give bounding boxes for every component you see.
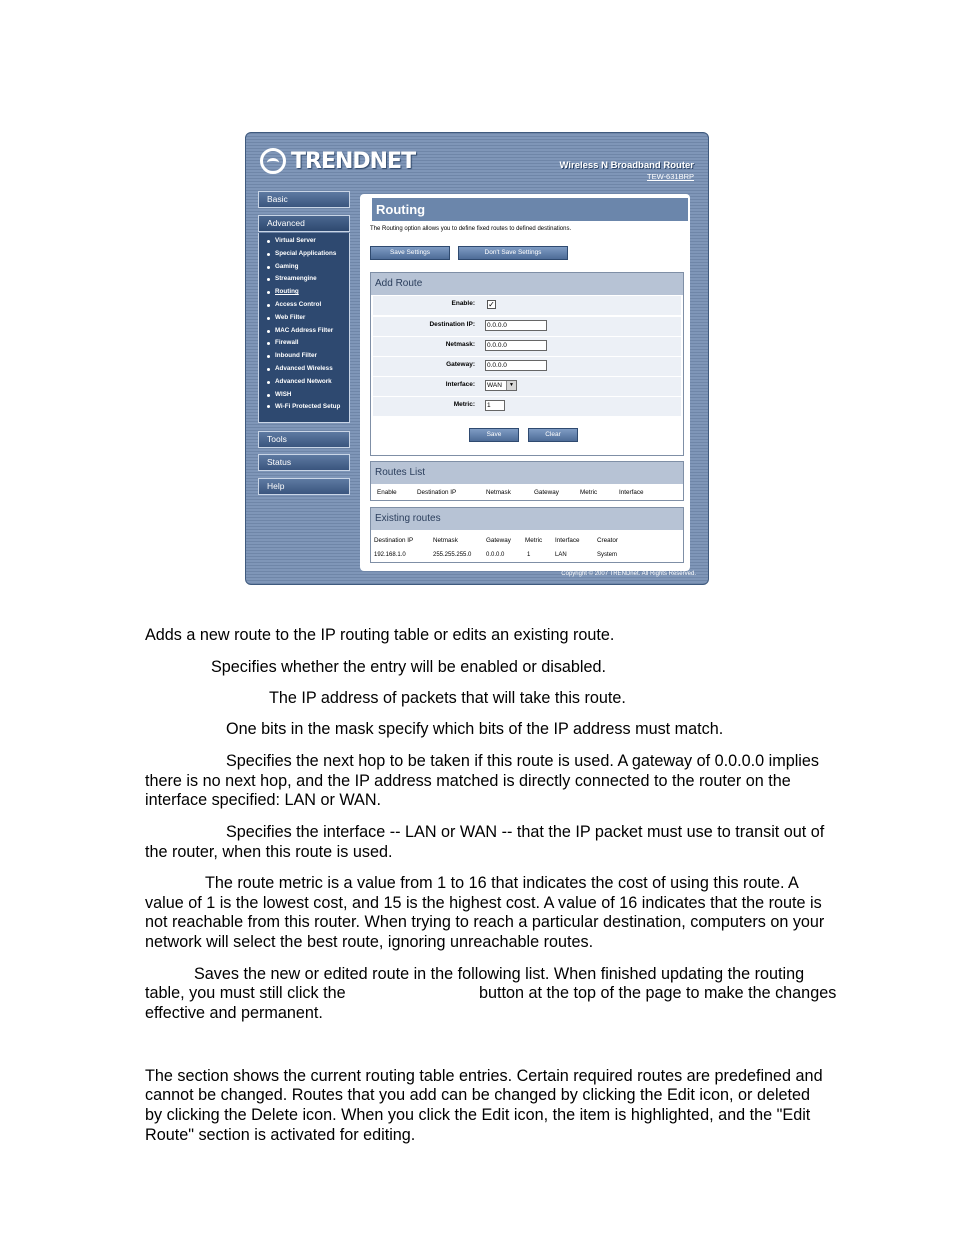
existing-col-destination-ip: Destination IP — [374, 537, 414, 544]
existing-col-interface: Interface — [555, 537, 580, 544]
nav-tab-tools[interactable]: Tools — [258, 431, 350, 448]
router-header — [246, 133, 708, 185]
product-model: TEW-631BRP — [647, 172, 694, 181]
save-button[interactable]: Save — [469, 428, 519, 442]
destination-ip-description: The IP address of packets that will take this route. — [269, 689, 626, 707]
subnav-item-streamengine[interactable]: Streamengine — [259, 273, 349, 286]
subnav-item-wish[interactable]: WISH — [259, 389, 349, 402]
routes-list-col-netmask: Netmask — [486, 489, 511, 496]
trendnet-logo — [260, 147, 415, 175]
interface-select-value: WAN — [487, 382, 502, 389]
save-description-line-3: effective and permanent. — [145, 1004, 323, 1022]
copyright: Copyright © 2007 TRENDnet. All Rights Reserved. — [561, 571, 696, 577]
existing-cell-creator: System — [597, 552, 618, 558]
nav-tab-help[interactable]: Help — [258, 478, 350, 495]
existing-cell-gateway: 0.0.0.0 — [486, 552, 505, 558]
netmask-description: One bits in the mask specify which bits of the IP address must match. — [226, 720, 724, 738]
existing-col-netmask: Netmask — [433, 537, 458, 544]
existing-cell-interface: LAN — [555, 552, 567, 558]
existing-cell-destination-ip: 192.168.1.0 — [374, 552, 406, 558]
subnav-item-wifi-protected-setup[interactable]: Wi-Fi Protected Setup — [259, 401, 349, 413]
subnav-item-routing[interactable]: Routing — [259, 286, 349, 299]
subnav-item-inbound-filter[interactable]: Inbound Filter — [259, 350, 349, 363]
product-name: Wireless N Broadband Router — [559, 160, 694, 171]
routes-list-title: Routes List — [371, 462, 683, 484]
existing-cell-metric: 1 — [527, 552, 531, 558]
router-screenshot — [245, 132, 709, 585]
destination-ip-input[interactable]: 0.0.0.0 — [485, 320, 547, 331]
routes-list-col-metric: Metric — [580, 489, 598, 496]
netmask-label: Netmask: — [445, 341, 475, 348]
existing-col-gateway: Gateway — [486, 537, 511, 544]
existing-routes-description-line-3: by clicking the Delete icon. When you click the Edit icon, the item is highlighted, and the "Edit — [145, 1106, 811, 1124]
gateway-row — [373, 357, 681, 376]
save-description-line-2b: button at the top of the page to make the changes — [479, 984, 837, 1002]
existing-col-metric: Metric — [525, 537, 543, 544]
interface-label: Interface: — [445, 381, 475, 388]
routes-list-col-enable: Enable — [377, 489, 397, 496]
metric-description-line-4: network will select the best route, ignoring unreachable routes. — [145, 933, 594, 951]
routes-list-panel — [370, 461, 684, 501]
dont-save-settings-button[interactable]: Don't Save Settings — [458, 246, 568, 260]
interface-row — [373, 377, 681, 396]
subnav-item-gaming[interactable]: Gaming — [259, 261, 349, 274]
enable-description: Specifies whether the entry will be enabled or disabled. — [211, 658, 607, 676]
enable-label: Enable: — [451, 300, 475, 307]
enable-checkbox[interactable]: ✓ — [488, 300, 495, 309]
chevron-down-icon: ▼ — [506, 381, 516, 390]
add-route-description: Adds a new route to the IP routing table or edits an existing route. — [145, 626, 615, 644]
routes-list-col-gateway: Gateway — [534, 489, 559, 496]
clear-button[interactable]: Clear — [528, 428, 578, 442]
routes-list-col-interface: Interface — [619, 489, 644, 496]
subnav-item-virtual-server[interactable]: Virtual Server — [259, 235, 349, 248]
existing-routes-description-line-4: Route" section is activated for editing. — [145, 1126, 416, 1144]
advanced-subnav — [258, 233, 350, 423]
subnav-item-access-control[interactable]: Access Control — [259, 299, 349, 312]
add-route-panel — [370, 272, 684, 456]
nav-tab-advanced[interactable]: Advanced — [258, 215, 350, 232]
existing-routes-description-line-1: The section shows the current routing table entries. Certain required routes are predefined and — [145, 1067, 823, 1085]
nav-tab-basic[interactable]: Basic — [258, 191, 350, 208]
gateway-description-line-1: Specifies the next hop to be taken if this route is used. A gateway of 0.0.0.0 implies — [226, 752, 820, 770]
existing-routes-description-line-2: cannot be changed. Routes that you add can be changed by clicking the Edit icon, or deleted — [145, 1086, 811, 1104]
metric-label: Metric: — [453, 401, 475, 408]
destination-ip-label: Destination IP: — [429, 321, 475, 328]
gateway-input[interactable]: 0.0.0.0 — [485, 360, 547, 371]
subnav-item-advanced-wireless[interactable]: Advanced Wireless — [259, 363, 349, 376]
subnav-item-special-applications[interactable]: Special Applications — [259, 248, 349, 261]
enable-row — [373, 296, 681, 315]
metric-description-line-1: The route metric is a value from 1 to 16 that indicates the cost of using this route. A — [205, 874, 799, 892]
interface-description-line-2: the router, when this route is used. — [145, 843, 393, 861]
metric-description-line-3: not reachable from this router. When trying to reach a particular destination, computers on your — [145, 913, 825, 931]
save-description-line-2a: table, you must still click the — [145, 984, 346, 1002]
save-settings-button[interactable]: Save Settings — [370, 246, 450, 260]
existing-col-creator: Creator — [597, 537, 618, 544]
subnav-item-web-filter[interactable]: Web Filter — [259, 312, 349, 325]
subnav-item-mac-address-filter[interactable]: MAC Address Filter — [259, 325, 349, 338]
page-description: The Routing option allows you to define fixed routes to defined destinations. — [370, 226, 572, 232]
interface-select[interactable] — [485, 380, 517, 391]
trendnet-logo-icon — [260, 148, 286, 174]
destination-ip-row — [373, 317, 681, 336]
gateway-label: Gateway: — [446, 361, 475, 368]
page-title: Routing — [372, 198, 688, 221]
add-route-title: Add Route — [371, 273, 683, 295]
gateway-description-line-2: there is no next hop, and the IP address matched is directly connected to the router on the — [145, 772, 791, 790]
router-content — [360, 194, 690, 571]
metric-input[interactable]: 1 — [485, 400, 505, 411]
interface-description-line-1: Specifies the interface -- LAN or WAN -- that the IP packet must use to transit out of — [226, 823, 825, 841]
routes-list-col-destination-ip: Destination IP — [417, 489, 457, 496]
existing-cell-netmask: 255.255.255.0 — [433, 552, 472, 558]
gateway-description-line-3: interface specified: LAN or WAN. — [145, 791, 382, 809]
save-description-line-1: Saves the new or edited route in the following list. When finished updating the routing — [194, 965, 805, 983]
existing-routes-title: Existing routes — [371, 508, 683, 530]
existing-routes-panel — [370, 507, 684, 563]
subnav-item-advanced-network[interactable]: Advanced Network — [259, 376, 349, 389]
metric-description-line-2: value of 1 is the lowest cost, and 15 is the highest cost. A value of 16 indicates that the route is — [145, 894, 822, 912]
metric-row — [373, 397, 681, 416]
netmask-row — [373, 337, 681, 356]
brand-name: TRENDNET — [291, 148, 416, 174]
nav-tab-status[interactable]: Status — [258, 454, 350, 471]
subnav-item-firewall[interactable]: Firewall — [259, 337, 349, 350]
netmask-input[interactable]: 0.0.0.0 — [485, 340, 547, 351]
